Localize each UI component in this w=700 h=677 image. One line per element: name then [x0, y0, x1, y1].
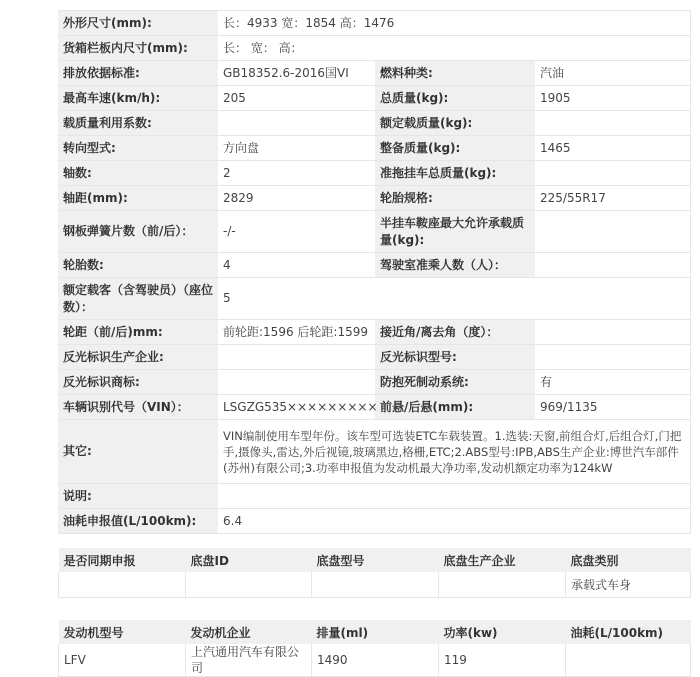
spec-value: 6.4	[218, 509, 690, 534]
spec-label: 轮胎数:	[58, 253, 218, 278]
spec-label: 其它:	[58, 420, 218, 484]
spec-label: 接近角/离去角（度）：	[375, 320, 535, 345]
spec-row-emission	[58, 61, 690, 86]
spec-label: 轮胎规格:	[375, 186, 535, 211]
spec-row-track	[58, 320, 690, 345]
chassis-table	[58, 548, 691, 598]
column-header: 油耗(L/100km)	[566, 620, 691, 644]
spec-value: 225/55R17	[535, 186, 690, 211]
column-header: 底盘型号	[312, 548, 439, 572]
spec-value: 1465	[535, 136, 690, 161]
table-row	[59, 644, 691, 677]
spec-value: 有	[535, 370, 690, 395]
spec-label: 轴距(mm):	[58, 186, 218, 211]
column-header: 底盘ID	[186, 548, 312, 572]
spec-row-dimensions	[58, 11, 690, 36]
spec-label: 排放依据标准:	[58, 61, 218, 86]
spec-row-axles	[58, 161, 690, 186]
spec-label: 燃料种类:	[375, 61, 535, 86]
column-header: 底盘生产企业	[439, 548, 566, 572]
spec-row-steering	[58, 136, 690, 161]
engine-header-row	[59, 620, 691, 644]
spec-value	[535, 111, 690, 136]
spec-label: 防抱死制动系统:	[375, 370, 535, 395]
table-cell	[312, 572, 439, 598]
spec-row-other	[58, 420, 690, 484]
spec-label: 反光标识型号:	[375, 345, 535, 370]
spec-value	[535, 211, 690, 253]
spec-value: 2829	[218, 186, 375, 211]
spec-value	[535, 345, 690, 370]
table-cell: 119	[439, 644, 566, 677]
spec-label: 说明:	[58, 484, 218, 509]
spec-row-vin	[58, 395, 690, 420]
spec-row-leaf-springs	[58, 211, 690, 253]
spec-row-cargo-dimensions	[58, 36, 690, 61]
table-cell: LFV	[59, 644, 186, 677]
spec-value: 长： 宽： 高：	[218, 36, 690, 61]
spec-label: 载质量利用系数:	[58, 111, 218, 136]
table-cell: 1490	[312, 644, 439, 677]
spec-value: 方向盘	[218, 136, 375, 161]
spec-label: 轮距（前/后)mm:	[58, 320, 218, 345]
spec-label: 准拖挂车总质量(kg):	[375, 161, 535, 186]
spec-label: 车辆识别代号（VIN）：	[58, 395, 218, 420]
spec-row-load-factor	[58, 111, 690, 136]
table-cell: 承载式车身	[566, 572, 691, 598]
spec-value: 汽油	[535, 61, 690, 86]
spec-value: 5	[218, 278, 690, 320]
column-header: 排量(ml)	[312, 620, 439, 644]
column-header: 发动机企业	[186, 620, 312, 644]
spec-row-reflective-maker	[58, 345, 690, 370]
spec-value: 969/1135	[535, 395, 690, 420]
spec-label: 半挂车鞍座最大允许承载质量(kg):	[375, 211, 535, 253]
column-header: 发动机型号	[59, 620, 186, 644]
spec-value	[535, 320, 690, 345]
spec-value	[218, 370, 375, 395]
spec-row-tires	[58, 253, 690, 278]
spec-row-reflective-brand	[58, 370, 690, 395]
table-cell	[186, 572, 312, 598]
spec-value: GB18352.6-2016国VI	[218, 61, 375, 86]
spec-label: 额定载质量(kg):	[375, 111, 535, 136]
vehicle-spec-table	[58, 10, 691, 534]
spec-value: LSGZG535×××××××××	[218, 395, 375, 420]
spec-label: 反光标识商标:	[58, 370, 218, 395]
spec-value: 前轮距:1596 后轮距:1599	[218, 320, 375, 345]
spec-row-fuel-consumption	[58, 509, 690, 534]
spec-label: 额定载客（含驾驶员）（座位数）：	[58, 278, 218, 320]
spec-label: 整备质量(kg):	[375, 136, 535, 161]
spec-value: 2	[218, 161, 375, 186]
spec-value: 205	[218, 86, 375, 111]
column-header: 功率(kw)	[439, 620, 566, 644]
table-row	[59, 572, 691, 598]
spec-value: -/-	[218, 211, 375, 253]
spec-value	[218, 484, 690, 509]
spec-label: 货箱栏板内尺寸(mm):	[58, 36, 218, 61]
engine-table	[58, 620, 691, 677]
spec-value: 4	[218, 253, 375, 278]
spec-value	[218, 345, 375, 370]
chassis-header-row	[59, 548, 691, 572]
spec-label: 转向型式:	[58, 136, 218, 161]
spec-row-notes	[58, 484, 690, 509]
spec-label: 前悬/后悬(mm):	[375, 395, 535, 420]
spec-value: 1905	[535, 86, 690, 111]
table-cell	[439, 572, 566, 598]
spec-label: 最高车速(km/h):	[58, 86, 218, 111]
spec-value	[535, 161, 690, 186]
spec-label: 外形尺寸(mm):	[58, 11, 218, 36]
table-cell	[59, 572, 186, 598]
column-header: 是否同期申报	[59, 548, 186, 572]
spec-label: 驾驶室准乘人数（人）：	[375, 253, 535, 278]
spec-row-max-speed	[58, 86, 690, 111]
table-cell: 上汽通用汽车有限公司	[186, 644, 312, 677]
spec-label: 油耗申报值(L/100km):	[58, 509, 218, 534]
column-header: 底盘类别	[566, 548, 691, 572]
spec-row-wheelbase	[58, 186, 690, 211]
spec-label: 反光标识生产企业:	[58, 345, 218, 370]
spec-label: 钢板弹簧片数（前/后）：	[58, 211, 218, 253]
spec-value: 长：4933 宽：1854 高：1476	[218, 11, 690, 36]
spec-row-seats	[58, 278, 690, 320]
spec-label: 总质量(kg):	[375, 86, 535, 111]
spec-value: VIN编制使用车型年份。该车型可选装ETC车载装置。1.选装:天窗,前组合灯,后组合灯,门把手,摄像头,雷达,外后视镜,玻璃黑边,格栅,ETC;2.ABS型号:IPB,ABS生产企业:博世汽车部件(苏州)有限公司;3.功率申报值为发动机最大净功率,发动机额定功率为124kW	[218, 420, 690, 484]
spec-label: 轴数:	[58, 161, 218, 186]
spec-value	[535, 253, 690, 278]
table-cell	[566, 644, 691, 677]
spec-value	[218, 111, 375, 136]
